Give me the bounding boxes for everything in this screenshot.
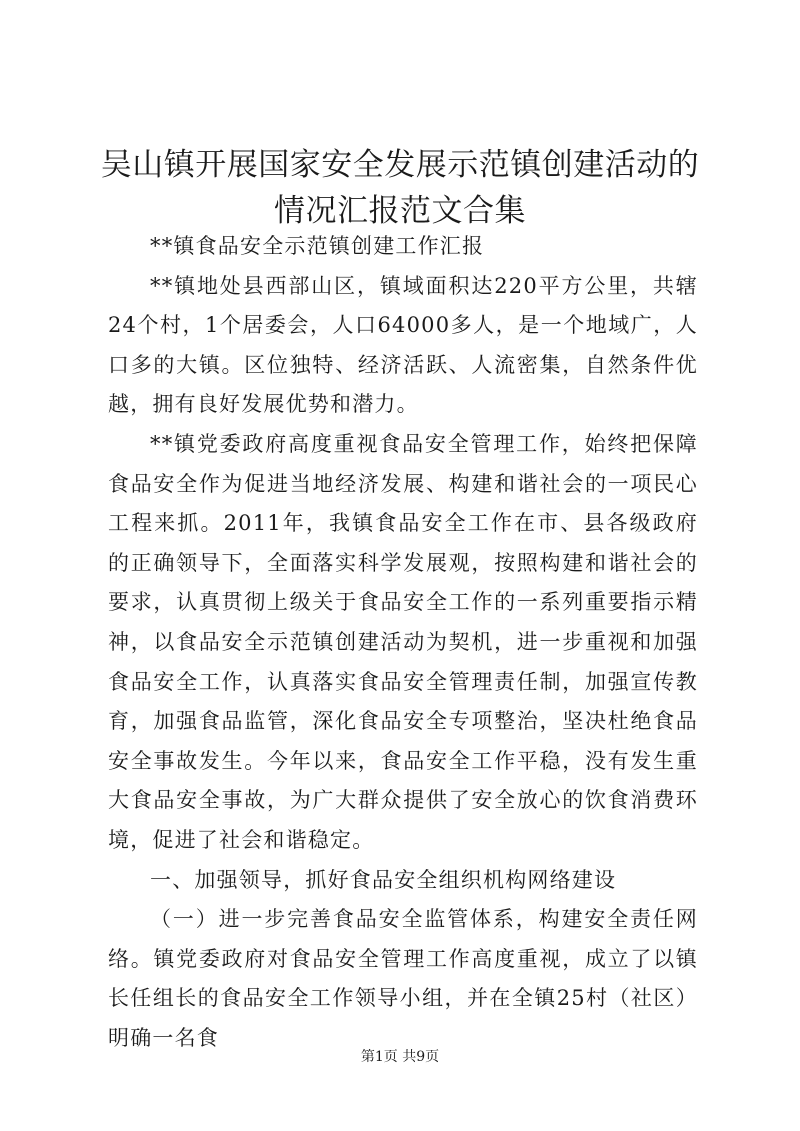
page-footer: 第1页 共9页: [360, 1049, 440, 1065]
document-title: 吴山镇开展国家安全发展示范镇创建活动的情况汇报范文合集: [100, 147, 700, 229]
paragraph-subsection-1: （一）进一步完善食品安全监管体系，构建安全责任网络。镇党委政府对食品安全管理工作高度重视，成立了以镇长任组长的食品安全工作领导小组，并在全镇25村（社区）明确一名食: [108, 907, 698, 1050]
document-body: [108, 227, 698, 1058]
paragraph-subtitle: **镇食品安全示范镇创建工作汇报: [150, 234, 485, 258]
section-heading-1: 一、加强领导，抓好食品安全组织机构网络建设: [150, 867, 617, 892]
paragraph-policy: **镇党委政府高度重视食品安全管理工作，始终把保障食品安全作为促进当地经济发展、构建和谐社会的一项民心工程来抓。2011年，我镇食品安全工作在市、县各级政府的正确领导下，全面落实科学发展观，按照构建和谐社会的要求，认真贯彻上级关于食品安全工作的一系列重要指示精神，以食品安全示范镇创建活动为契机，进一步重视和加强食品安全工作，认真落实食品安全管理责任制，加强宣传教育，加强食品监管，深化食品安全专项整治，坚决杜绝食品安全事故发生。今年以来，食品安全工作平稳，没有发生重大食品安全事故，为广大群众提供了安全放心的饮食消费环境，促进了社会和谐稳定。: [108, 431, 698, 852]
paragraph-overview: **镇地处县西部山区，镇域面积达220平方公里，共辖24个村，1个居委会，人口64000多人，是一个地域广，人口多的大镇。区位独特、经济活跃、人流密集，自然条件优越，拥有良好发展优势和潜力。: [108, 273, 698, 417]
